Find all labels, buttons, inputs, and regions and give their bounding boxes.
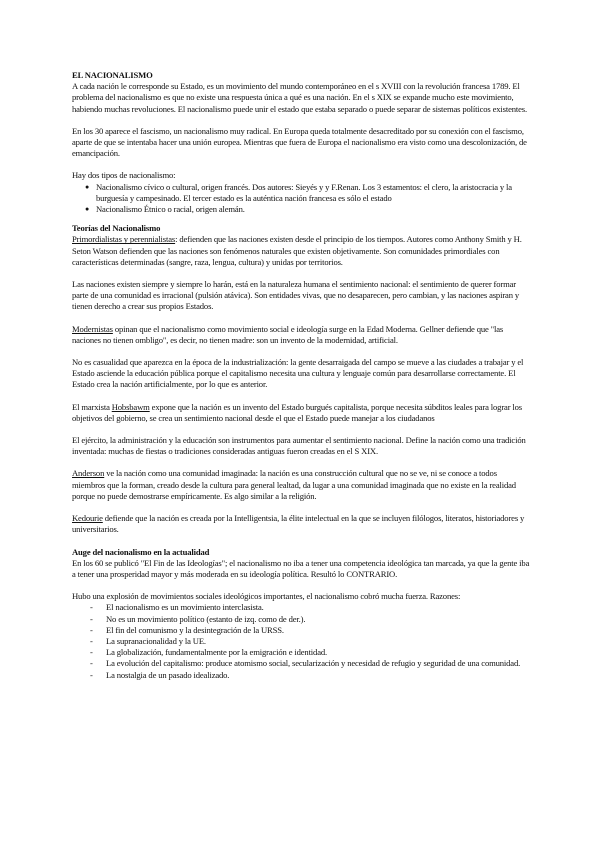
theory-paragraph: Kedourie defiende que la nación es creada por la Intelligentsia, la élite intelectual en la que se incluyen filólogos, literatos, historiadores y universitarios. xyxy=(72,513,525,535)
reasons-intro: Hubo una explosión de movimientos sociales ideológicos importantes, el nacionalismo cobró mucha fuerza. Razones: xyxy=(72,591,461,602)
theory-paragraph: Primordialistas y perennialistas: defienden que las naciones existen desde el principio de los tiempos. Autores como Anthony Smith y H. Seton Watson defienden que las naciones son fenómenos naturales que existen objetivamente. Son comunidades primordiales con características determinadas (sangre, raza, lengua, cultura) y unidas por territorios. xyxy=(72,234,522,267)
theory-paragraph: Las naciones existen siempre y siempre lo harán, está en la naturaleza humana el sentimiento nacional: el sentimiento de querer formar parte de una comunidad es irracional (pulsión atávica). Son entidades vivas, que no desaparecen, pero cambian, y las naciones aspiran y tienen derecho a crear sus propios Estados. xyxy=(72,279,519,312)
reasons-list xyxy=(72,602,530,680)
types-intro: Hay dos tipos de nacionalismo: xyxy=(72,170,176,181)
theory-term: Anderson xyxy=(72,468,105,479)
list-item: - La nostalgia de un pasado idealizado. xyxy=(90,669,230,680)
list-item: - La globalización, fundamentalmente por la emigración e identidad. xyxy=(90,647,327,658)
dash-icon: - xyxy=(90,602,93,613)
rise-paragraph: En los 60 se publicó "El Fin de las Ideologías"; el nacionalismo no iba a tener una competencia ideológica tan marcada, ya que la gente iba a tener una prosperidad mayor y más moderada en su ideología política. Resultó lo CONTRARIO. xyxy=(72,557,530,579)
bullet-icon: ● xyxy=(85,182,90,191)
theories-section xyxy=(72,234,530,535)
theory-term: Hobsbawm xyxy=(111,401,150,412)
theory-term: Primordialistas y perennialistas xyxy=(72,234,176,245)
theory-paragraph: Modernistas opinan que el nacionalismo como movimiento social e ideología surge en la Edad Moderna. Gellner defiende que "las naciones no tienen ombligo", es decir, no tienen madre: son un invento de la modernidad, artificial. xyxy=(72,323,504,345)
theory-paragraph: No es casualidad que aparezca en la época de la industrialización: la gente desarraigada del campo se mueve a las ciudades a trabajar y el Estado asciende la educación pública porque el capitalismo necesita una cultura y lenguaje común para desarrollarse correctamente. El Estado crea la nación artificialmente, por lo que es anterior. xyxy=(72,357,524,390)
dash-icon: - xyxy=(90,624,93,635)
document-page xyxy=(72,70,530,681)
dash-icon: - xyxy=(90,658,93,669)
list-item: ● Nacionalismo cívico o cultural, origen francés. Dos autores: Sieyés y y F.Renan. Los 3 estamentos: el clero, la aristocracia y la burguesía y campesinado. El tercer estado es la auténtica nación francesa es sólo el estado xyxy=(85,181,512,203)
list-item: - La evolución del capitalismo: produce atomismo social, secularización y necesidad de refugio y seguridad de una comunidad. xyxy=(90,658,521,669)
document-title: EL NACIONALISMO xyxy=(72,70,153,80)
rise-heading: Auge del nacionalismo en la actualidad xyxy=(72,546,210,557)
list-item: - El fin del comunismo y la desintegración de la URSS. xyxy=(90,624,284,635)
dash-icon: - xyxy=(90,647,93,658)
types-list xyxy=(72,182,530,216)
theory-term: Modernistas xyxy=(72,323,113,334)
theory-paragraph: El ejército, la administración y la educación son instrumentos para aumentar el sentimiento nacional. Define la nación como una tradición inventada: muchas de fiestas o tradiciones consideradas antiguas fueron creadas en el S XIX. xyxy=(72,435,526,457)
theories-heading: Teorías del Nacionalismo xyxy=(72,223,161,234)
theory-paragraph: El marxista Hobsbawm expone que la nación es un invento del Estado burgués capitalista, porque necesita súbditos leales para lograr los objetivos del gobierno, se crea un sentimiento nacional desde el que el Estado puede manejar a los ciudadanos xyxy=(72,401,522,423)
theory-term: Kedourie xyxy=(72,513,103,524)
dash-icon: - xyxy=(90,635,93,646)
list-item: - No es un movimiento político (estanto de izq. como de der.). xyxy=(90,613,306,624)
dash-icon: - xyxy=(90,613,93,624)
theory-paragraph: Anderson ve la nación como una comunidad imaginada: la nación es una construcción cultural que no se ve, ni se conoce a todos miembros que la forman, creado desde la cultura para general lealtad, da lugar a una comunidad imaginada que no existe en la realidad porque no puede demostrarse empíricamente. Es algo similar a la religión. xyxy=(72,468,516,501)
intro-paragraph-2: En los 30 aparece el fascismo, un nacionalismo muy radical. En Europa queda totalmente desacreditado por su conexión con el fascismo, aparte de que se intentaba hacer una unión europea. Mientras que fuera de Europa el nacionalismo era visto como una descolonización, de emancipación. xyxy=(72,125,527,159)
bullet-icon: ● xyxy=(85,205,90,214)
list-item: - La supranacionalidad y la UE. xyxy=(90,635,206,646)
list-item: ● Nacionalismo Étnico o racial, origen alemán. xyxy=(85,204,245,215)
list-item: - El nacionalismo es un movimiento interclasista. xyxy=(90,602,264,613)
dash-icon: - xyxy=(90,669,93,680)
intro-paragraph-1: A cada nación le corresponde su Estado, es un movimiento del mundo contemporáneo en el s XVIII con la revolución francesa 1789. El problema del nacionalismo es que no existe una respuesta única a qué es una nación. En el s XIX se expande mucho este movimiento, habiendo muchas revoluciones. El nacionalismo puede unir el estado que estaba separado o puede separar de sistemas políticos existentes. xyxy=(72,81,527,114)
